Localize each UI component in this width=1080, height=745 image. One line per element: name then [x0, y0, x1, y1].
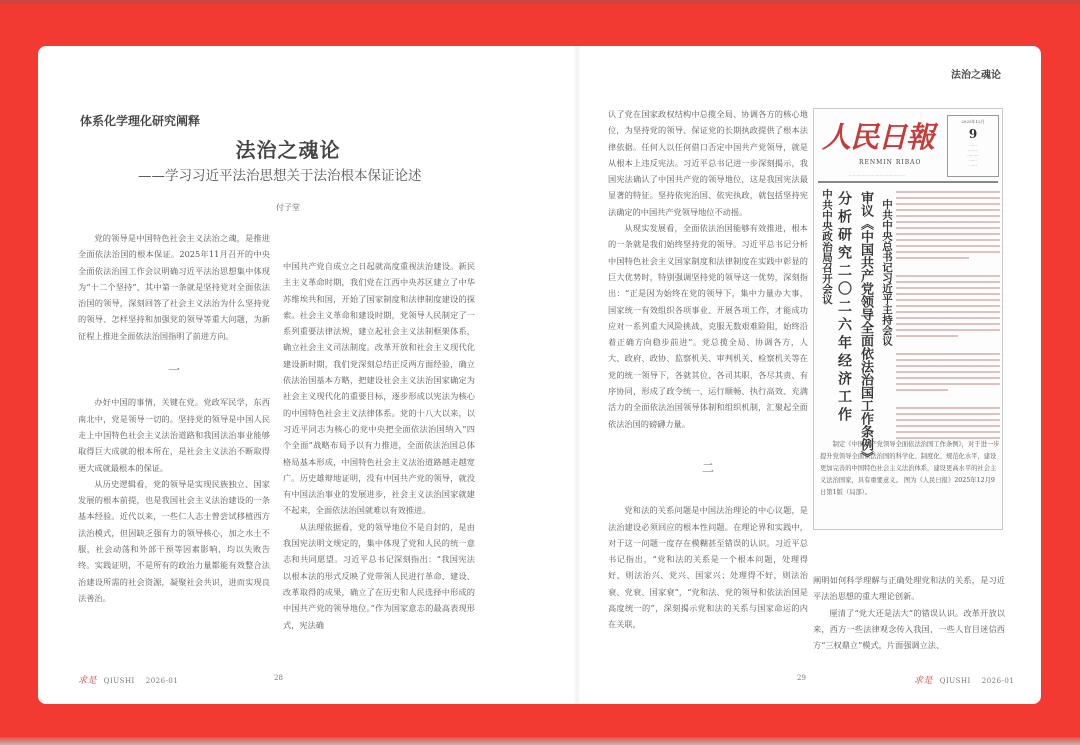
footer-right	[914, 673, 1014, 686]
footer-left	[78, 673, 178, 686]
qiushi-logo-icon: 求是	[78, 676, 98, 686]
bottom-edge	[0, 737, 1080, 745]
headline-left: 中共中央政治局召开会议	[821, 189, 833, 305]
magazine-spread	[38, 46, 1041, 704]
newspaper-date-box	[947, 115, 999, 177]
spine-gutter	[573, 46, 581, 704]
body-paragraph: 办好中国的事情，关键在党。党政军民学，东西南北中，党是领导一切的。坚持党的领导是中国人民走上中国特色社会主义法治道路和我国法治事业能够取得巨大成就的根本所在，是社会主义法治不断取得更大成就最根本的保证。	[78, 397, 270, 473]
body-paragraph: 从历史逻辑看，党的领导是实现民族独立、国家发展的根本前提，也是我国社会主义法治建设的一条基本经验。近代以来，一些仁人志士曾尝试移植西方法治模式，但因缺乏强有力的领导核心，加之水土不服，社会动荡和外部干预等因素影响，均以失败告终。实践证明，不是所有的政治力量都能有效整合法治建设所需的社会资源，凝聚社会共识，进而实现良法善治。	[78, 478, 270, 603]
column-kicker: 体系化学理化研究阐释	[80, 114, 201, 128]
figure-caption-text: 制定《中国共产党领导全面依法治国工作条例》，对于进一步提升党领导全面依法治国的科学化、制度化、规范化水平，建设更加完善的中国特色社会主义法治体系，建设更高水平的社会主义法治国家，具有重要意义。 图为《人民日报》2025年12月9日第1版（局部）。	[820, 441, 1000, 496]
section-number: 一	[167, 363, 180, 378]
page-number-right: 29	[797, 674, 806, 682]
footer-magazine: QIUSHI	[939, 677, 971, 685]
newspaper-body-text	[896, 187, 1000, 443]
date-header: 2025年12月	[961, 119, 985, 124]
footer-magazine: QIUSHI	[103, 677, 135, 685]
top-edge	[0, 0, 1080, 4]
date-day: 9	[968, 127, 978, 141]
body-paragraph: 认了党在国家政权结构中总揽全局、协调各方的核心地位，为坚持党的领导、保证党的长期执政提供了根本法律依据。任何人以任何借口否定中国共产党领导，就是从根本上违反宪法。习近平总书记进一步深刻揭示，我国宪法确认了中国共产党的领导地位，这是我国宪法最显著的特征。坚持依宪治国、依宪执政，就包括坚持宪法确定的中国共产党领导地位不动摇。	[608, 109, 808, 217]
article-subtitle: ——学习习近平法治思想关于法治根本保证论述	[138, 168, 422, 184]
figure-caption	[820, 439, 1000, 499]
body-paragraph: 阐明如何科学理解与正确处理党和法的关系，是习近平法治思想的重大理论创新。	[813, 575, 1005, 602]
intro-paragraph: 党的领导是中国特色社会主义法治之魂，是推进全面依法治国的根本保证。2025年11月召开的中央全面依法治国工作会议明确习近平法治思想集中体现为“十二个坚持”，其中第一条就是坚持党对全面依法治国的领导，深刻回答了社会主义法治为什么坚持党的领导、怎样坚持和加强党的领导等重大问题，为新征程上推进全面依法治国指明了前进方向。	[78, 233, 270, 341]
text-column-3	[608, 106, 808, 633]
footer-issue: 2026-01	[981, 677, 1015, 685]
body-paragraph: 从法理依据看，党的领导地位不是自封的，是由我国宪法明文规定的，集中体现了党和人民的统一意志和共同愿望。习近平总书记深刻指出：“我国宪法以根本法的形式反映了党带领人民进行革命、建设、改革取得的成果，确立了在历史和人民选择中形成的中国共产党的领导地位。”作为国家意志的最高表现形式，宪法确	[283, 521, 475, 630]
footer-issue: 2026-01	[145, 677, 179, 685]
text-column-4	[813, 572, 1005, 653]
masthead-rule	[818, 181, 998, 183]
page-number-left: 28	[274, 674, 283, 682]
headline-main-1: 分析研究二〇二六年经济工作	[836, 191, 852, 425]
body-paragraph: 党和法的关系问题是中国法治理论的中心议题，是法治建设必须回应的根本性问题。在理论界和实践中，对于这一问题一度存在模糊甚至错误的认识。习近平总书记指出，“党和法的关系是一个根本问题，处理得好，则法治兴、党兴、国家兴；处理得不好，则法治衰、党衰、国家衰”，“党和法、党的领导和依法治国是高度统一的”，深刻揭示党和法的关系与国家命运的内在关联，	[608, 505, 808, 630]
headline-right: 中共中央总书记习近平主持会议	[881, 199, 893, 346]
section-number: 二	[701, 460, 714, 475]
date-lines: ······ ········ ········· ······ ······	[967, 143, 979, 168]
newspaper-url-line: ············································	[849, 173, 905, 178]
qiushi-logo-icon: 求是	[914, 676, 934, 686]
newspaper-masthead: 人民日報	[822, 120, 935, 154]
headline-main-2: 审议《中国共产党领导全面依法治国工作条例》	[858, 191, 873, 464]
body-paragraph: 厘清了“党大还是法大”的错误认识。改革开放以来，西方一些法律观念传入我国，一些人盲目迷信西方“三权鼎立”模式，片面强调立法、	[813, 607, 1005, 651]
text-column-2	[283, 258, 475, 633]
body-paragraph: 中国共产党自成立之日起就高度重视法治建设。新民主主义革命时期，我们党在江西中央苏区建立了中华苏维埃共和国，开始了国家制度和法律制度建设的探索。社会主义革命和建设时期，党领导人民制定了一系列重要法律法规，建立起社会主义法制框架体系，确立社会主义司法制度。改革开放和社会主义现代化建设新时期，我们党深刻总结正反两方面经验，确立依法治国基本方略，把建设社会主义法治国家确定为社会主义现代化的重要目标，逐步形成以宪法为核心的中国特色社会主义法律体系。党的十八大以来，以习近平同志为核心的党中央把全面依法治国纳入“四个全面”战略布局予以有力推进，全面依法治国总体格局基本形成，中国特色社会主义法治道路越走越宽广。历史雄辩地证明，没有中国共产党的领导，就没有中国法治事业的发展进步，社会主义法治国家就建不起来，全面依法治国就难以有效推进。	[283, 261, 475, 516]
text-column-1	[78, 230, 270, 606]
body-paragraph: 从现实发展看，全面依法治国能够有效推进，根本的一条就是我们始终坚持党的领导。习近平总书记分析中国特色社会主义国家制度和法律制度在实践中彰显的巨大优势时，特别强调坚持党的领导这一优势，深刻指出：“正是因为始终在党的领导下，集中力量办大事，国家统一有效组织各项事业、开展各项工作，才能成功应对一系列重大风险挑战，克服无数艰难险阻，始终沿着正确方向稳步前进”。党总揽全局、协调各方，人大、政府、政协、监察机关、审判机关、检察机关等在党的统一领导下，各就其位、各司其职、各尽其责、有序协同，形成了政令统一、运行顺畅、执行高效、充满活力的全面依法治国领导体制和组织机制，汇聚起全面依法治国的磅礴力量。	[608, 223, 808, 429]
running-head: 法治之魂论	[951, 70, 1001, 81]
article-author: 付子堂	[276, 203, 300, 212]
article-title: 法治之魂论	[235, 138, 341, 162]
newspaper-pinyin: RENMIN RIBAO	[859, 159, 922, 166]
newspaper-front-page-image	[813, 108, 1003, 530]
